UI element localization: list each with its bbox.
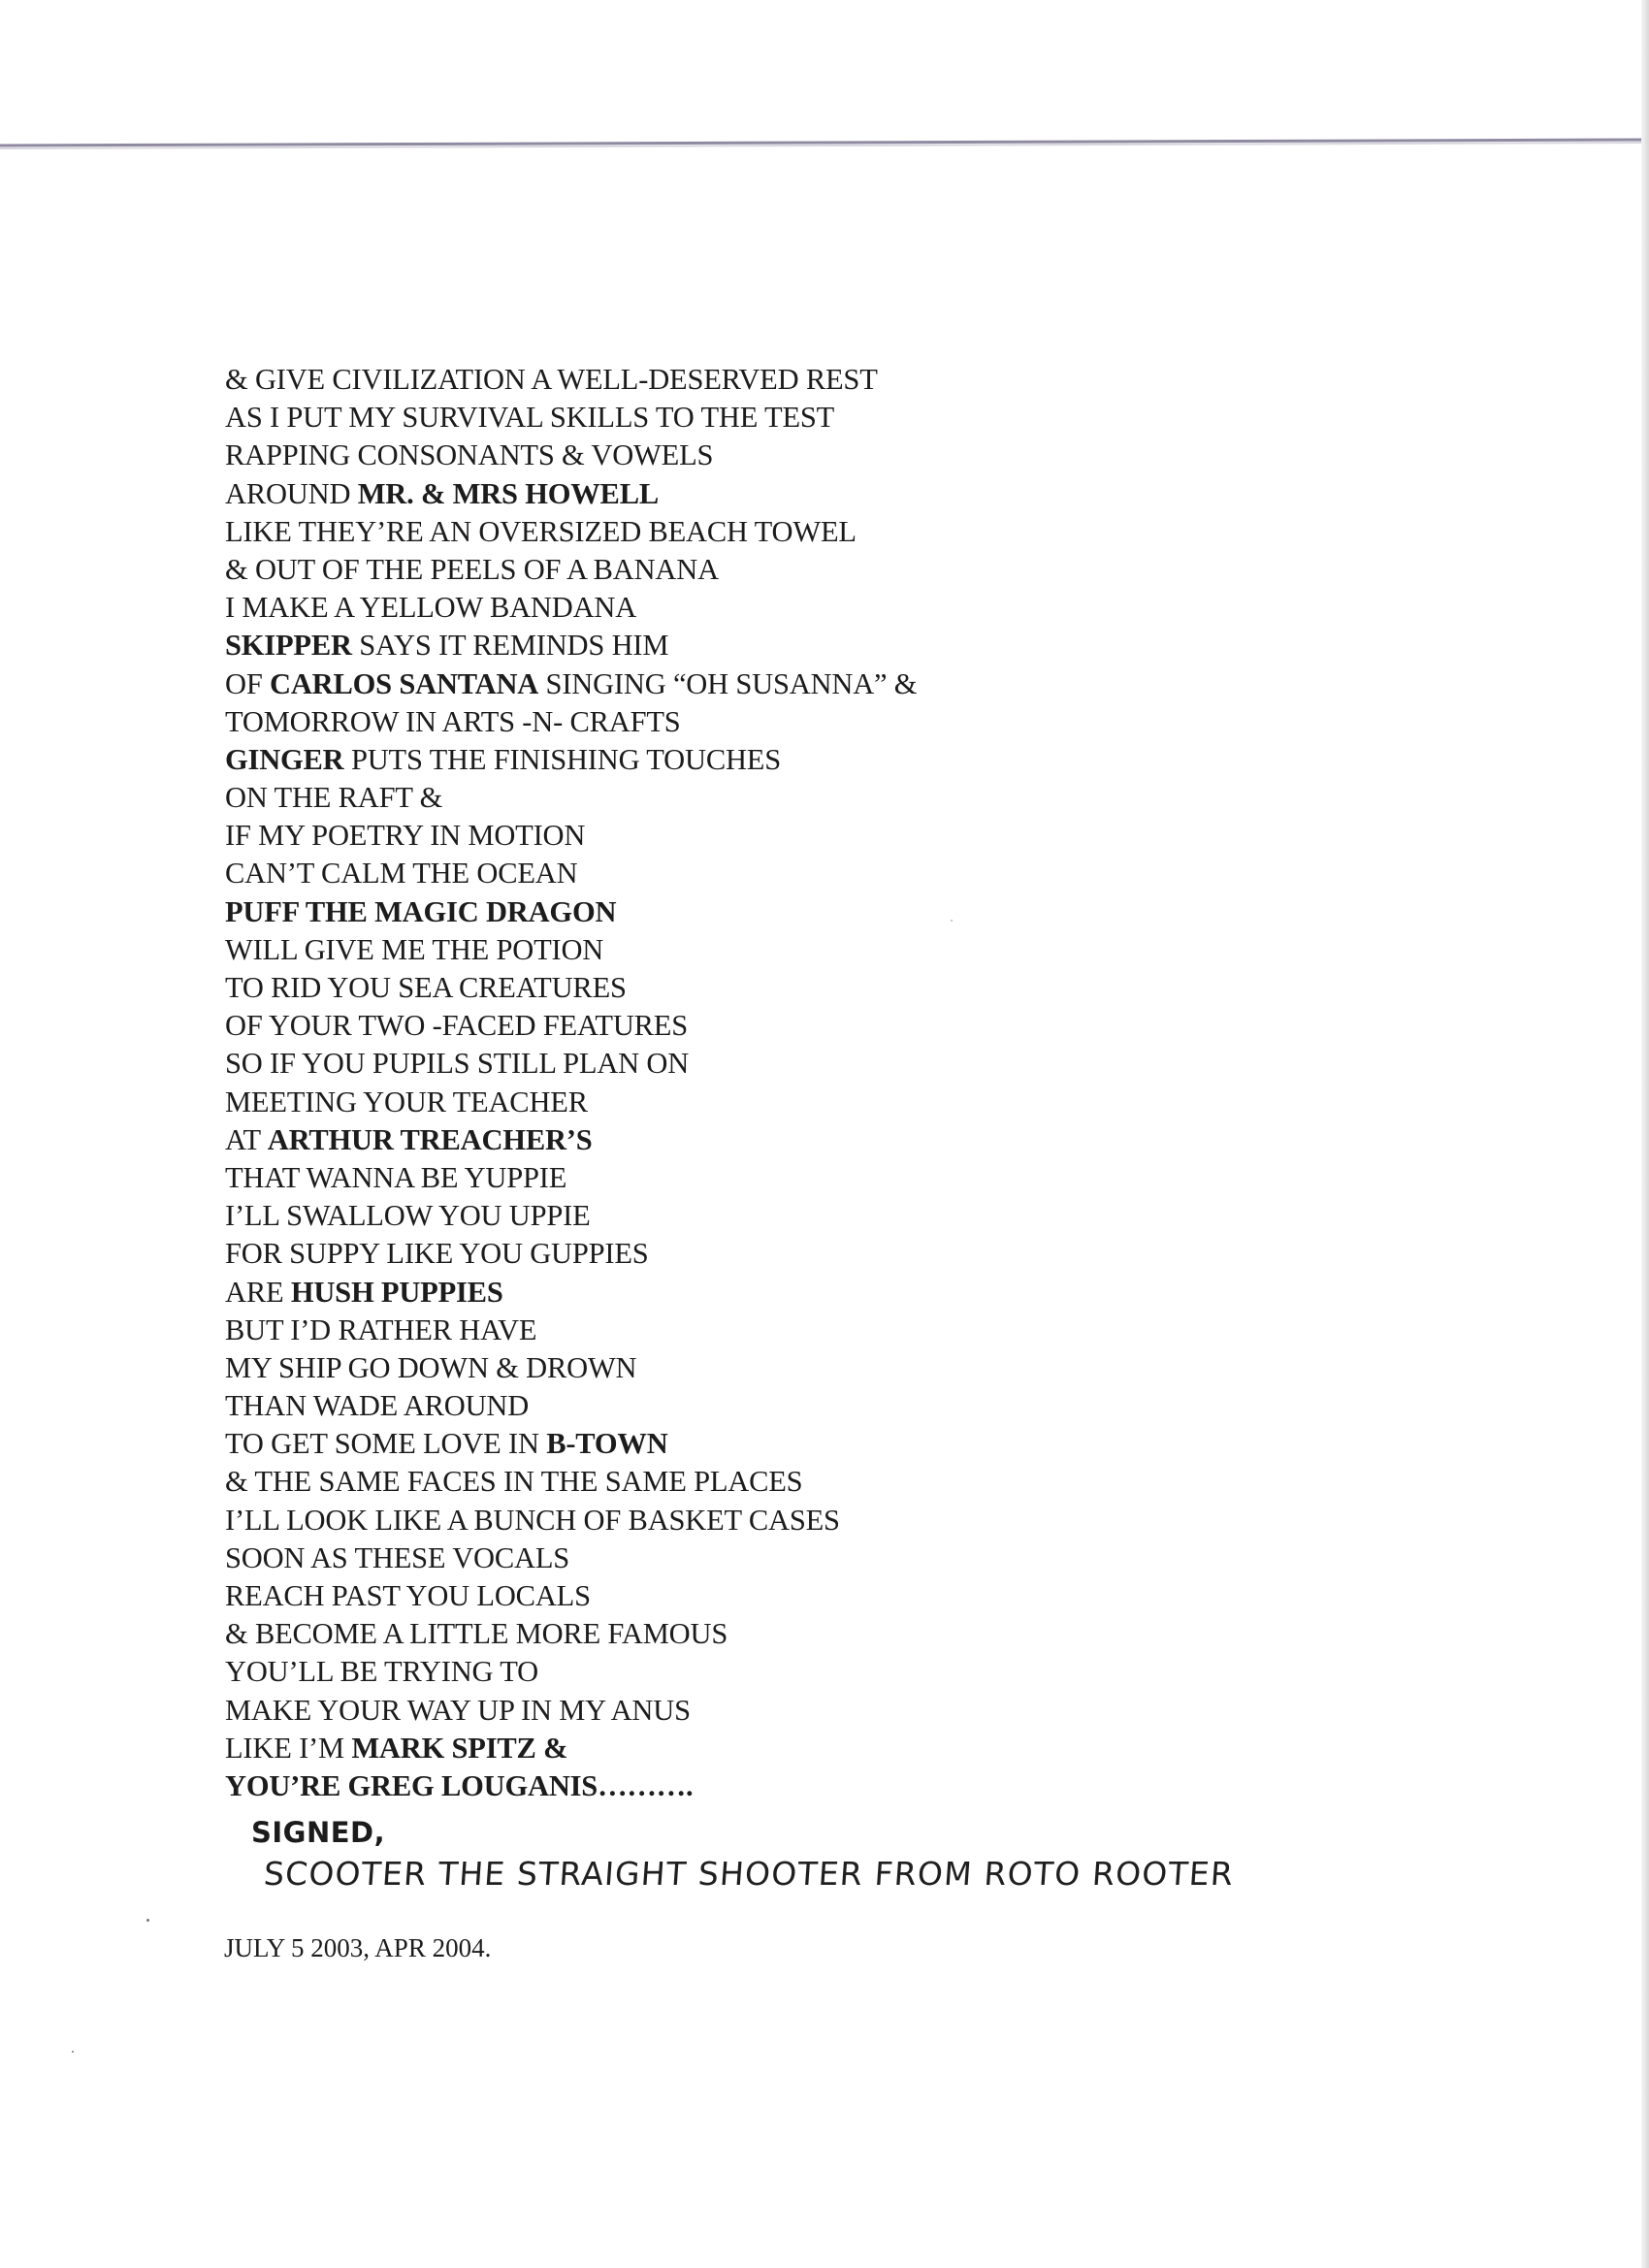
poem-bold-text: ARTHUR TREACHER’S	[267, 1122, 593, 1156]
poem-line	[225, 1577, 1486, 1615]
poem-line	[225, 589, 1486, 627]
poem-line	[225, 779, 1486, 817]
poem-text: AT	[225, 1122, 268, 1156]
poem-text: TOMORROW IN ARTS -N- CRAFTS	[225, 704, 681, 738]
poem-text: MEETING YOUR TEACHER	[225, 1085, 588, 1118]
poem-bold-text: CARLOS SANTANA	[270, 666, 539, 700]
poem-line	[225, 1084, 1486, 1121]
poem-text: SOON AS THESE VOCALS	[225, 1540, 570, 1574]
poem-line	[225, 1235, 1486, 1273]
poem-text: OF YOUR TWO -FACED FEATURES	[225, 1009, 688, 1043]
poem-text: I’LL LOOK LIKE A BUNCH OF BASKET CASES	[225, 1503, 840, 1537]
poem-line	[225, 1045, 1486, 1083]
scan-speck	[146, 1919, 149, 1922]
poem-line	[225, 1197, 1486, 1235]
poem-text: MY SHIP GO DOWN & DROWN	[225, 1350, 637, 1384]
poem-line	[225, 513, 1486, 551]
poem-line	[225, 1615, 1486, 1653]
poem-text: THAN WADE AROUND	[225, 1389, 530, 1423]
poem-line	[225, 1463, 1486, 1501]
poem-line	[225, 1767, 1486, 1805]
poem-line	[225, 437, 1486, 474]
poem-bold-text: PUFF THE MAGIC DRAGON	[225, 894, 617, 928]
scan-speck	[951, 920, 953, 922]
poem-line	[225, 741, 1486, 779]
poem-text: TO GET SOME LOVE IN	[225, 1427, 547, 1461]
poem-bold-text: SKIPPER	[225, 629, 352, 663]
poem-line	[225, 969, 1486, 1007]
poem-line	[225, 931, 1486, 969]
poem-text: ARE	[225, 1275, 291, 1309]
poem-text: LIKE THEY’RE AN OVERSIZED BEACH TOWEL	[225, 514, 857, 548]
poem-line	[225, 1121, 1486, 1159]
poem-line	[225, 1502, 1486, 1539]
poem-text: REACH PAST YOU LOCALS	[225, 1579, 591, 1612]
poem-line	[225, 1159, 1486, 1197]
scan-speck	[72, 2051, 74, 2053]
poem-line	[225, 665, 1486, 703]
poem-text: ON THE RAFT &	[225, 781, 443, 815]
poem-line	[225, 1274, 1486, 1312]
signed-label: SIGNED,	[251, 1816, 386, 1849]
signature-line: SCOOTER THE STRAIGHT SHOOTER FROM ROTO ROOTER	[262, 1855, 1236, 1893]
poem-line	[225, 1007, 1486, 1045]
poem-bold-text: HUSH PUPPIES	[290, 1275, 503, 1309]
poem-text: I MAKE A YELLOW BANDANA	[225, 591, 637, 625]
poem-line	[225, 627, 1486, 664]
poem-bold-text: B-TOWN	[546, 1427, 668, 1461]
poem-text: SO IF YOU PUPILS STILL PLAN ON	[225, 1047, 690, 1081]
poem-text: OF	[225, 666, 271, 700]
poem-text: & GIVE CIVILIZATION A WELL-DESERVED REST	[225, 363, 878, 396]
poem-line	[225, 1349, 1486, 1387]
poem-line	[225, 475, 1486, 513]
poem-line	[225, 1730, 1486, 1767]
poem-line	[225, 1692, 1486, 1730]
poem-text: AS I PUT MY SURVIVAL SKILLS TO THE TEST	[225, 401, 835, 435]
poem-text: SINGING “OH SUSANNA” &	[538, 666, 918, 700]
poem-text: FOR SUPPY LIKE YOU GUPPIES	[225, 1237, 649, 1271]
poem-line	[225, 1312, 1486, 1349]
poem-line	[225, 399, 1486, 437]
poem-line	[225, 551, 1486, 589]
date-line: JULY 5 2003, APR 2004.	[224, 1933, 492, 1962]
poem-text: BUT I’D RATHER HAVE	[225, 1312, 537, 1346]
poem-line	[225, 817, 1486, 855]
poem-bold-text: MARK SPITZ &	[351, 1731, 568, 1765]
scan-right-edge	[1641, 0, 1649, 2268]
poem-text: PUTS THE FINISHING TOUCHES	[343, 742, 781, 776]
poem-text: SAYS IT REMINDS HIM	[351, 629, 669, 663]
poem-bold-text: YOU’RE GREG LOUGANIS……….	[225, 1768, 694, 1802]
poem-text: TO RID YOU SEA CREATURES	[225, 971, 627, 1004]
poem-line	[225, 893, 1486, 931]
poem-line	[225, 361, 1486, 399]
poem-text: WILL GIVE ME THE POTION	[225, 932, 604, 966]
poem-text: & BECOME A LITTLE MORE FAMOUS	[225, 1617, 728, 1651]
poem-text: YOU’LL BE TRYING TO	[225, 1655, 538, 1689]
poem-line	[225, 1425, 1486, 1463]
poem-text: LIKE I’M	[225, 1731, 352, 1765]
poem-line	[225, 1387, 1486, 1425]
poem-text: I’LL SWALLOW YOU UPPIE	[225, 1199, 591, 1233]
poem-text: & OUT OF THE PEELS OF A BANANA	[225, 552, 719, 586]
scan-shadow-edge	[0, 0, 1649, 155]
poem-text: THAT WANNA BE YUPPIE	[225, 1160, 567, 1194]
poem-bold-text: MR. & MRS HOWELL	[357, 476, 659, 510]
poem-line	[225, 1539, 1486, 1577]
poem-line	[225, 1653, 1486, 1691]
poem-line	[225, 855, 1486, 892]
poem-line	[225, 703, 1486, 741]
poem-text: RAPPING CONSONANTS & VOWELS	[225, 438, 714, 472]
poem-body	[225, 361, 1486, 1805]
poem-bold-text: GINGER	[225, 742, 344, 776]
poem-text: IF MY POETRY IN MOTION	[225, 819, 586, 853]
poem-text: MAKE YOUR WAY UP IN MY ANUS	[225, 1693, 691, 1727]
poem-text: & THE SAME FACES IN THE SAME PLACES	[225, 1465, 803, 1499]
poem-text: AROUND	[225, 476, 358, 510]
poem-text: CAN’T CALM THE OCEAN	[225, 857, 578, 891]
